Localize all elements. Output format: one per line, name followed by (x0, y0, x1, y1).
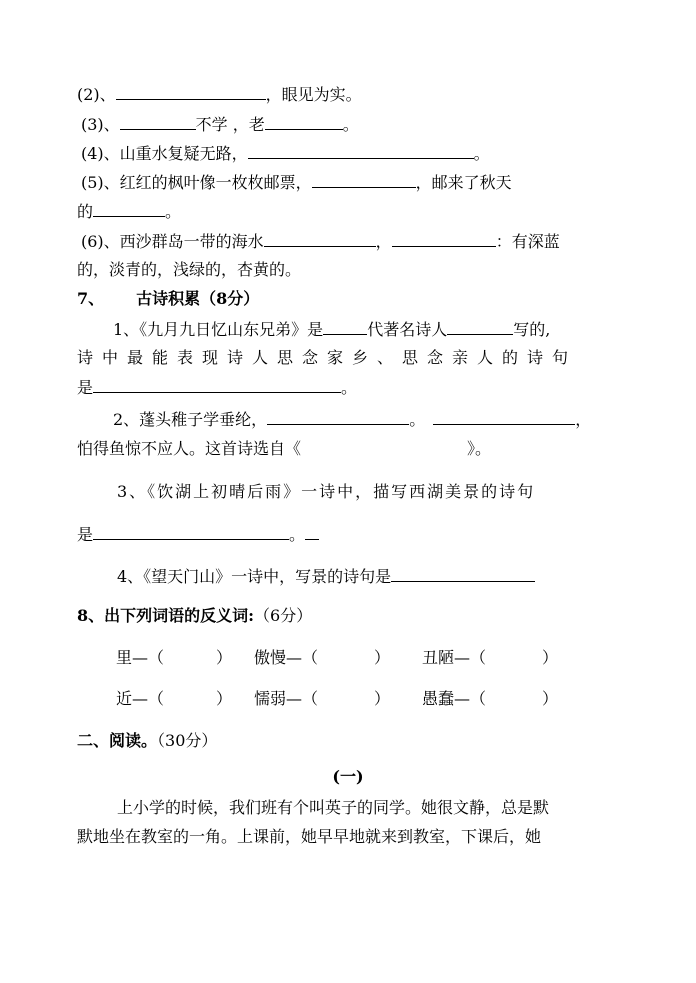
antonym-word: 近—（ (116, 689, 165, 708)
line-text: 写的, (513, 320, 551, 339)
antonym-item[interactable] (254, 689, 422, 709)
reading-para-line2 (77, 827, 541, 847)
line-text: 代著名诗人 (367, 320, 448, 339)
answer-blank[interactable] (447, 319, 513, 335)
antonym-item[interactable] (422, 689, 558, 709)
antonym-word: 丑陋—（ (422, 648, 487, 667)
line-text: 。 (341, 378, 358, 397)
line-text: 1、《九月九日忆山东兄弟》是 (113, 320, 324, 339)
line-text: 。 (409, 410, 426, 429)
line-text: (5)、红红的枫叶像一枚枚邮票， (81, 173, 312, 192)
line-text: 2、蓬头稚子学垂纶， (113, 410, 268, 429)
answer-blank[interactable] (265, 114, 343, 130)
line-text: 。 (473, 144, 490, 163)
question-score: （6分） (254, 606, 313, 625)
line-text: 诗中最能表现诗人思念家乡、思念亲人的诗句 (77, 348, 578, 367)
line-text: ，邮来了秋天 (415, 173, 512, 192)
q7-poem3-line2 (77, 524, 319, 545)
fill-line-5b (77, 201, 181, 222)
line-text: 是 (77, 378, 94, 397)
q7-poem1-line2 (77, 348, 577, 368)
answer-blank[interactable] (267, 409, 409, 425)
fill-line-6a (81, 231, 560, 252)
antonym-item[interactable] (116, 689, 254, 709)
line-text: 。 (342, 115, 359, 134)
antonym-word: 里—（ (116, 648, 165, 667)
antonym-paren: ） (216, 689, 233, 708)
line-text: ：有深蓝 (495, 232, 560, 251)
antonym-row-1 (116, 648, 558, 668)
fill-line-2 (77, 84, 362, 105)
line-text: 的，淡青的，浅绿的，杏黄的。 (77, 260, 302, 279)
paragraph-text: 默地坐在教室的一角。上课前，她早早地就来到教室，下课后，她 (77, 827, 542, 846)
line-text: 3、《饮湖上初晴后雨》一诗中，描写西湖美景的诗句 (117, 482, 536, 501)
answer-blank[interactable] (93, 377, 341, 393)
question-title: 古诗积累（8分） (136, 289, 260, 308)
answer-blank[interactable] (312, 172, 416, 188)
antonym-paren: ） (374, 689, 391, 708)
reading-para-line1 (117, 798, 549, 818)
line-text: ， (575, 410, 592, 429)
q7-poem1-line1 (113, 319, 550, 340)
fill-line-3 (81, 114, 359, 135)
antonym-word: 傲慢—（ (254, 648, 319, 667)
line-text: 。 (165, 202, 182, 221)
answer-blank[interactable] (323, 319, 367, 335)
antonym-item[interactable] (422, 648, 558, 668)
line-text: 4、《望天门山》一诗中，写景的诗句是 (117, 567, 392, 586)
answer-blank[interactable] (93, 524, 289, 540)
antonym-paren: ） (216, 648, 233, 667)
antonym-item[interactable] (254, 648, 422, 668)
line-text: (6)、西沙群岛一带的海水 (81, 232, 264, 251)
section-score: （30分） (157, 731, 218, 750)
answer-blank[interactable] (433, 409, 575, 425)
q7-poem1-line3 (77, 377, 357, 398)
line-text: 不学 ，老 (195, 115, 265, 134)
question-7-heading (77, 289, 259, 309)
line-text: 怕得鱼惊不应人。这首诗选自《 (77, 439, 302, 458)
antonym-row-2 (116, 689, 558, 709)
question-8-heading (77, 606, 312, 626)
section-title: 二、阅读。 (77, 731, 158, 750)
fill-line-4 (81, 143, 490, 164)
part-label: (一) (332, 767, 364, 786)
antonym-paren: ） (542, 648, 559, 667)
line-text: (4)、山重水复疑无路， (81, 144, 248, 163)
fill-line-5a (81, 172, 512, 193)
paragraph-text: 上小学的时候，我们班有个叫英子的同学。她很文静，总是默 (117, 798, 550, 817)
question-number: 7、 (77, 289, 105, 308)
q7-poem2-line1 (113, 409, 591, 430)
answer-blank-tail (305, 524, 319, 540)
q7-poem2-line2 (77, 439, 491, 459)
answer-blank[interactable] (392, 231, 496, 247)
antonym-paren: ） (542, 689, 559, 708)
answer-blank[interactable] (116, 84, 266, 100)
answer-blank[interactable] (264, 231, 376, 247)
reading-part-label (0, 767, 696, 787)
antonym-item[interactable] (116, 648, 254, 668)
fill-line-6b (77, 260, 301, 280)
line-text: 。 (289, 525, 306, 544)
answer-blank[interactable] (391, 566, 535, 582)
question-title: 8、出下列词语的反义词: (77, 606, 255, 625)
line-text: 的 (77, 202, 94, 221)
q7-poem4 (117, 566, 535, 587)
line-text: 是 (77, 525, 94, 544)
section-2-heading (77, 731, 217, 751)
line-text: (2)、 (77, 85, 116, 104)
answer-blank[interactable] (248, 143, 474, 159)
line-text: ， (375, 232, 392, 251)
answer-blank[interactable] (120, 114, 196, 130)
antonym-paren: ） (374, 648, 391, 667)
line-text: ，眼见为实。 (265, 85, 362, 104)
line-text: (3)、 (81, 115, 120, 134)
antonym-word: 愚蠢—（ (422, 689, 487, 708)
antonym-word: 懦弱—（ (254, 689, 319, 708)
answer-blank[interactable] (93, 201, 165, 217)
line-text: 》。 (467, 439, 492, 458)
q7-poem3-line1 (117, 482, 535, 502)
